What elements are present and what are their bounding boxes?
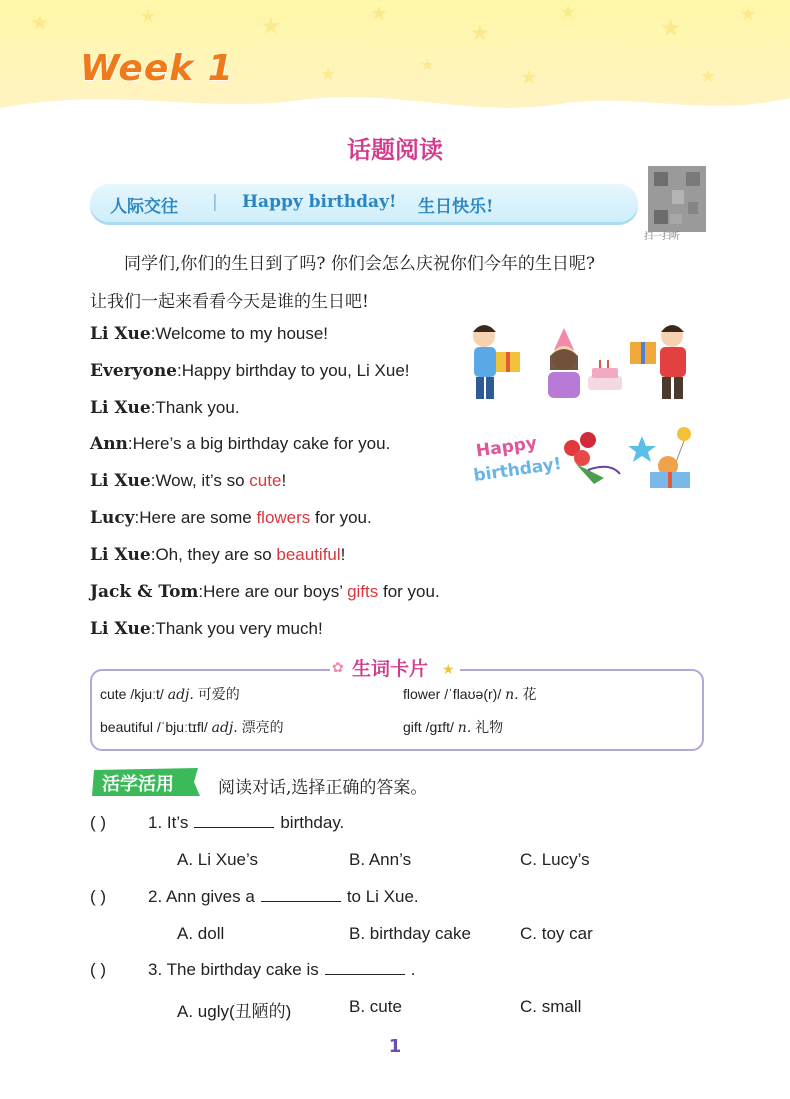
qr-code[interactable]: [648, 166, 706, 232]
topic-divider: |: [212, 192, 218, 212]
dialog-line: Ann:Here’s a big birthday cake for you.: [90, 434, 391, 454]
intro-line-2: 让我们一起来看看今天是谁的生日吧!: [90, 292, 369, 312]
svg-text:★: ★: [260, 12, 282, 40]
option-a: A. doll: [177, 924, 225, 943]
answer-blank: [325, 973, 405, 975]
dialog-line: Lucy:Here are some flowers for you.: [90, 508, 372, 528]
option-c: C. toy car: [520, 924, 593, 943]
topic-category: 人际交往: [110, 197, 178, 217]
page-number: 1: [388, 1036, 402, 1057]
dialog-line: Li Xue:Oh, they are so beautiful!: [90, 545, 346, 565]
svg-text:★: ★: [442, 662, 455, 678]
svg-text:★: ★: [520, 65, 538, 89]
answer-blank: [194, 826, 274, 828]
svg-text:★: ★: [700, 66, 717, 87]
week-title: Week 1: [80, 48, 234, 89]
birthday-decorations-illustration: [470, 422, 700, 492]
dialog-line: Li Xue:Thank you.: [90, 398, 240, 418]
svg-text:★: ★: [470, 21, 490, 46]
svg-text:✿: ✿: [332, 660, 344, 676]
question-3: ( ) 3. The birthday cake is .: [90, 960, 416, 979]
topic-bar: [90, 184, 638, 222]
answer-paren[interactable]: ( ): [90, 960, 107, 979]
svg-text:★: ★: [30, 11, 50, 36]
happy-sign-text: Happy: [474, 433, 539, 462]
svg-text:★: ★: [560, 2, 577, 23]
option-b: B. cute: [349, 997, 402, 1016]
svg-text:★: ★: [660, 14, 682, 42]
qr-caption: 扫一扫听: [644, 232, 681, 242]
dialog-line: Li Xue:Wow, it’s so cute!: [90, 471, 287, 491]
topic-english: Happy birthday!: [242, 192, 397, 212]
svg-text:★: ★: [320, 64, 337, 85]
birthday-sign-text: birthday!: [472, 453, 563, 487]
svg-text:★: ★: [420, 55, 435, 74]
option-b: B. Ann’s: [349, 850, 412, 869]
vocab-item: gift /ɡɪft/ n. 礼物: [403, 719, 504, 736]
option-c: C. small: [520, 997, 582, 1016]
dialog-line: Jack & Tom:Here are our boys’ gifts for you.: [90, 582, 440, 602]
vocab-item: flower /ˈflaʊə(r)/ n. 花: [403, 686, 537, 703]
exercise-instruction: 阅读对话,选择正确的答案。: [218, 778, 428, 798]
birthday-party-illustration: [466, 320, 700, 404]
vocab-item: cute /kjuːt/ adj. 可爱的: [100, 686, 240, 703]
svg-text:★: ★: [140, 6, 157, 27]
dialog-line: Li Xue:Welcome to my house!: [90, 324, 329, 344]
option-a: A. Li Xue’s: [177, 850, 258, 869]
option-c: C. Lucy’s: [520, 850, 590, 869]
answer-paren[interactable]: ( ): [90, 813, 107, 832]
vocab-card-title: ✿ ★ 生词卡片: [330, 652, 460, 682]
exercise-badge: 活学活用: [90, 766, 202, 798]
dialog-line: Everyone:Happy birthday to you, Li Xue!: [90, 361, 410, 381]
question-2: ( ) 2. Ann gives a to Li Xue.: [90, 887, 419, 906]
question-1: ( ) 1. It’s birthday.: [90, 813, 345, 832]
svg-text:★: ★: [740, 4, 757, 25]
option-a: A. ugly(丑陋的): [177, 1002, 292, 1021]
option-b: B. birthday cake: [349, 924, 471, 943]
answer-paren[interactable]: ( ): [90, 887, 107, 906]
topic-chinese: 生日快乐!: [418, 197, 494, 217]
vocab-item: beautiful /ˈbjuːtɪfl/ adj. 漂亮的: [100, 719, 284, 736]
answer-blank: [261, 900, 341, 902]
dialog-line: Li Xue:Thank you very much!: [90, 619, 323, 639]
intro-line-1: 同学们,你们的生日到了吗? 你们会怎么庆祝你们今年的生日呢?: [124, 254, 596, 274]
svg-text:★: ★: [370, 1, 388, 25]
section-title: 话题阅读: [347, 135, 443, 164]
